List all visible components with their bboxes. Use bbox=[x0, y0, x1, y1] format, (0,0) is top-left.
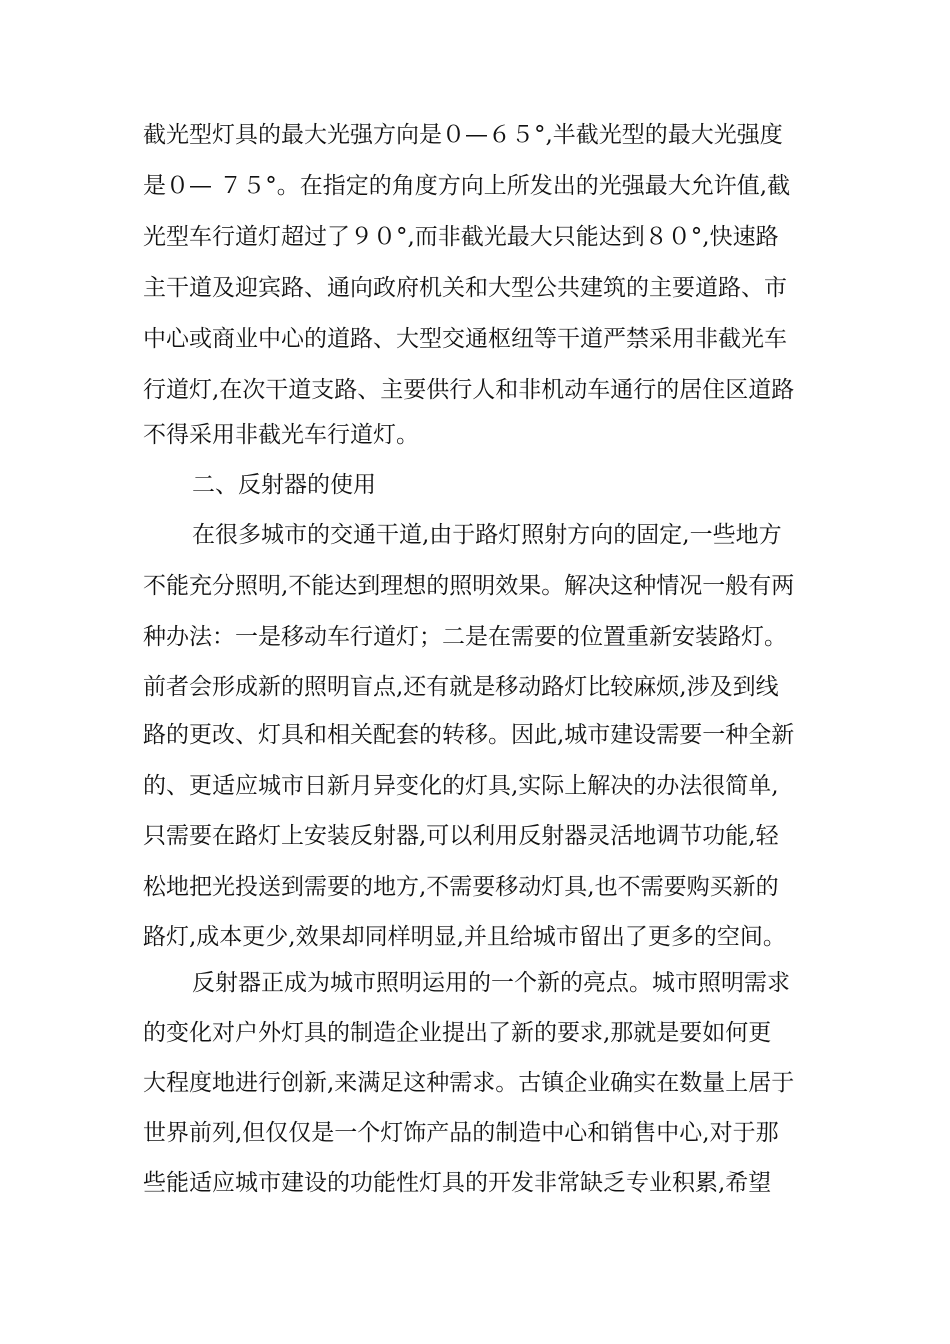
text-line: 世界前列,但仅仅是一个灯饰产品的制造中心和销售中心,对于那 bbox=[143, 1120, 779, 1146]
text-line: 不得采用非截光车行道灯。 bbox=[143, 422, 419, 448]
text-line: 主干道及迎宾路、通向政府机关和大型公共建筑的主要道路、市 bbox=[143, 275, 787, 301]
text-line: 反射器正成为城市照明运用的一个新的亮点。城市照明需求 bbox=[192, 970, 790, 996]
text-line: 是０— ７５°。在指定的角度方向上所发出的光强最大允许值,截 bbox=[143, 173, 791, 199]
text-line: 光型车行道灯超过了９０°,而非截光最大只能达到８０°,快速路 bbox=[143, 224, 779, 250]
text-line: 大程度地进行创新,来满足这种需求。古镇企业确实在数量上居于 bbox=[143, 1070, 795, 1096]
text-line: 的、更适应城市日新月异变化的灯具,实际上解决的办法很简单, bbox=[143, 773, 779, 799]
text-line: 截光型灯具的最大光强方向是０—６５°,半截光型的最大光强度 bbox=[143, 122, 783, 148]
text-line: 中心或商业中心的道路、大型交通枢纽等干道严禁采用非截光车 bbox=[143, 326, 787, 352]
text-line: 前者会形成新的照明盲点,还有就是移动路灯比较麻烦,涉及到线 bbox=[143, 674, 779, 700]
text-line: 只需要在路灯上安装反射器,可以利用反射器灵活地调节功能,轻 bbox=[143, 823, 779, 849]
text-line: 些能适应城市建设的功能性灯具的开发非常缺乏专业积累,希望 bbox=[143, 1170, 772, 1196]
text-line: 在很多城市的交通干道,由于路灯照射方向的固定,一些地方 bbox=[192, 522, 782, 548]
section-heading: 二、反射器的使用 bbox=[192, 472, 376, 498]
text-line: 不能充分照明,不能达到理想的照明效果。解决这种情况一般有两 bbox=[143, 573, 795, 599]
text-line: 松地把光投送到需要的地方,不需要移动灯具,也不需要购买新的 bbox=[143, 874, 779, 900]
text-line: 种办法：一是移动车行道灯；二是在需要的位置重新安装路灯。 bbox=[143, 624, 787, 650]
text-line: 行道灯,在次干道支路、主要供行人和非机动车通行的居住区道路 bbox=[143, 377, 795, 403]
text-line: 路灯,成本更少,效果却同样明显,并且给城市留出了更多的空间。 bbox=[143, 924, 786, 950]
text-line: 的变化对户外灯具的制造企业提出了新的要求,那就是要如何更 bbox=[143, 1020, 772, 1046]
text-line: 路的更改、灯具和相关配套的转移。因此,城市建设需要一种全新 bbox=[143, 722, 795, 748]
